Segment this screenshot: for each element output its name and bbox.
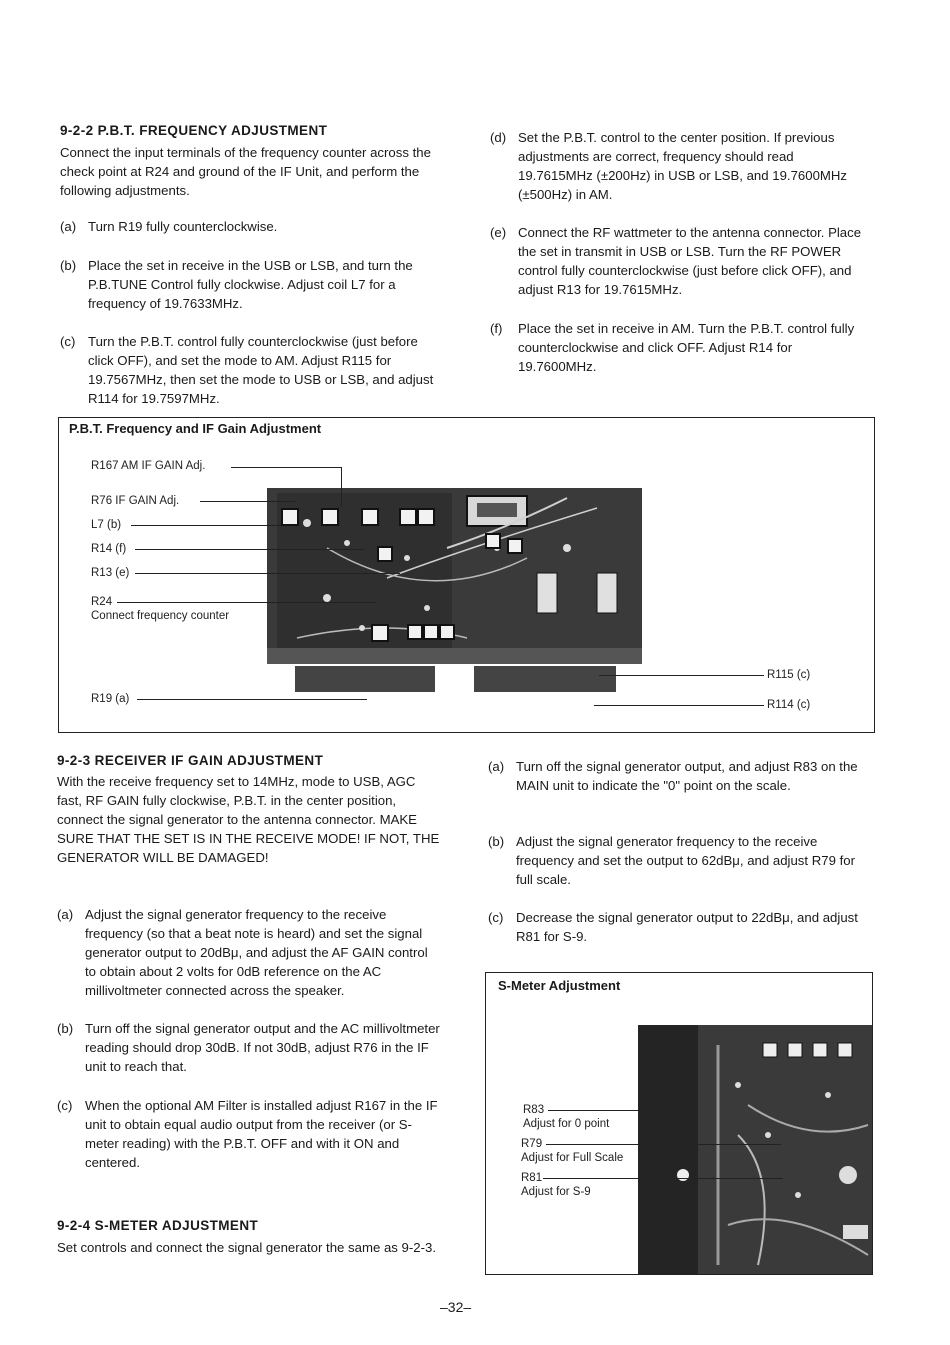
component-marker [417,508,435,526]
item-text: Adjust the signal generator frequency to the receive frequency and set the output to 62dBμ, and adjust R79 for full scale. [516,834,855,887]
item-label: (b) [60,258,77,273]
pcb-edge-photo [474,666,616,692]
item-text: Turn off the signal generator output and the AC millivoltmeter reading should drop 30dB. If not 30dB, adjust R76 in the IF unit to reach that. [85,1021,440,1074]
item-label: (e) [490,225,507,240]
item-text: When the optional AM Filter is installed adjust R167 in the IF unit to obtain equal audio output from the receiver (or S-meter reading) with the P.B.T. OFF and with it ON and centered. [85,1098,438,1170]
component-marker [485,533,501,549]
item-text: Turn off the signal generator output, and adjust R83 on the MAIN unit to indicate the "0" point on the scale. [516,759,858,793]
leader-line [117,602,377,603]
item-label: (f) [490,321,503,336]
component-marker [507,538,523,554]
section-intro-9-2-3: With the receive frequency set to 14MHz, mode to USB, AGC fast, RF GAIN fully clockwise, P.B.T. in the center position, connect the signal generator to the antenna connector. MAKE SURE THAT THE SET IS IN THE RECEIVE MODE! IF NOT, THE GENERATOR WILL BE DAMAGED! [57,774,440,865]
section-heading-9-2-4: 9-2-4 S-METER ADJUSTMENT [57,1218,259,1233]
leader-line [341,467,342,507]
section-intro-9-2-4: Set controls and connect the signal generator the same as 9-2-3. [57,1240,436,1255]
component-marker [361,508,379,526]
callout-r79: R79 [521,1138,543,1150]
leader-line [131,525,281,526]
component-marker [423,624,439,640]
component-marker [321,508,339,526]
leader-line [548,1110,698,1111]
section-heading-9-2-3: 9-2-3 RECEIVER IF GAIN ADJUSTMENT [57,753,324,768]
item-text: Turn the P.B.T. control fully counterclockwise (just before click OFF), and set the mode to AM. Adjust R115 for 19.7567MHz, then set the mode to USB or LSB, and adjust R114 for 19.7597MHz. [88,334,434,406]
item-text: Connect the RF wattmeter to the antenna connector. Place the set in transmit in USB or LSB. Turn the RF POWER control fully counterclockwise (just before click OFF), and adjust R13 for 19.7615MHz. [518,225,862,297]
pcb-edge-photo [295,666,435,692]
callout-r13: R13 (e) [91,567,130,579]
callout-r76: R76 IF GAIN Adj. [91,495,180,507]
leader-line [200,501,295,502]
callout-r115: R115 (c) [767,669,811,681]
component-marker [281,508,299,526]
callout-r83-desc: Adjust for 0 point [523,1118,610,1130]
callout-r114: R114 (c) [767,699,811,711]
callout-r19: R19 (a) [91,693,130,705]
leader-line [543,1178,783,1179]
leader-line [599,675,764,676]
figure-title: S-Meter Adjustment [498,978,621,993]
component-marker [377,546,393,562]
component-marker [407,624,423,640]
item-label: (b) [57,1021,74,1036]
leader-line [135,573,400,574]
callout-r24: R24 [91,596,113,608]
item-text: Set the P.B.T. control to the center position. If previous adjustments are correct, frequency should read 19.7615MHz (±200Hz) in USB or LSB, and 19.7600MHz (±500Hz) in AM. [518,130,848,202]
figure-s-meter [485,972,873,1275]
leader-line [135,549,365,550]
callout-r83: R83 [523,1104,545,1116]
item-label: (d) [490,130,507,145]
main-unit-image [638,1025,872,1274]
item-text: Adjust the signal generator frequency to the receive frequency (so that a beat note is heard) and set the signal generator output to 20dBμ, and adjust the AF GAIN control to obtain about 2 volts for 0dB reference on the AC millivoltmeter connected across the speaker. [85,907,428,998]
item-label: (b) [488,834,505,849]
item-text: Place the set in receive in AM. Turn the P.B.T. control fully counterclockwise and click OFF. Adjust R14 for 19.7600MHz. [518,321,855,374]
if-unit-photo [267,488,642,664]
callout-r167: R167 AM IF GAIN Adj. [91,460,206,472]
item-label: (a) [488,759,505,774]
item-label: (a) [57,907,74,922]
component-marker [399,508,417,526]
callout-r81: R81 [521,1172,543,1184]
component-marker [439,624,455,640]
leader-line [137,699,367,700]
callout-r81-desc: Adjust for S-9 [521,1186,591,1198]
page-number: –32– [440,1299,472,1315]
figure-pbt-if-gain [58,417,875,733]
leader-line [231,467,341,468]
callout-counter: Connect frequency counter [91,610,230,622]
item-label: (c) [57,1098,73,1113]
leader-line [594,705,764,706]
callout-l7: L7 (b) [91,519,122,531]
main-unit-photo [638,1025,872,1274]
section-intro-9-2-2: Connect the input terminals of the frequency counter across the check point at R24 and ground of the IF Unit, and perform the following adjustments. [60,145,431,198]
item-text: Decrease the signal generator output to 22dBμ, and adjust R81 for S-9. [516,910,858,944]
item-label: (c) [60,334,76,349]
section-heading-9-2-2: 9-2-2 P.B.T. FREQUENCY ADJUSTMENT [60,123,328,138]
leader-line [546,1144,781,1145]
item-text: Turn R19 fully counterclockwise. [88,219,278,234]
figure-title: P.B.T. Frequency and IF Gain Adjustment [69,421,322,436]
item-label: (c) [488,910,504,925]
component-marker [371,624,389,642]
callout-r79-desc: Adjust for Full Scale [521,1152,624,1164]
callout-r14: R14 (f) [91,543,127,555]
item-text: Place the set in receive in the USB or LSB, and turn the P.B.TUNE Control fully clockwise. Adjust coil L7 for a frequency of 19.7633MHz. [88,258,413,311]
item-label: (a) [60,219,77,234]
